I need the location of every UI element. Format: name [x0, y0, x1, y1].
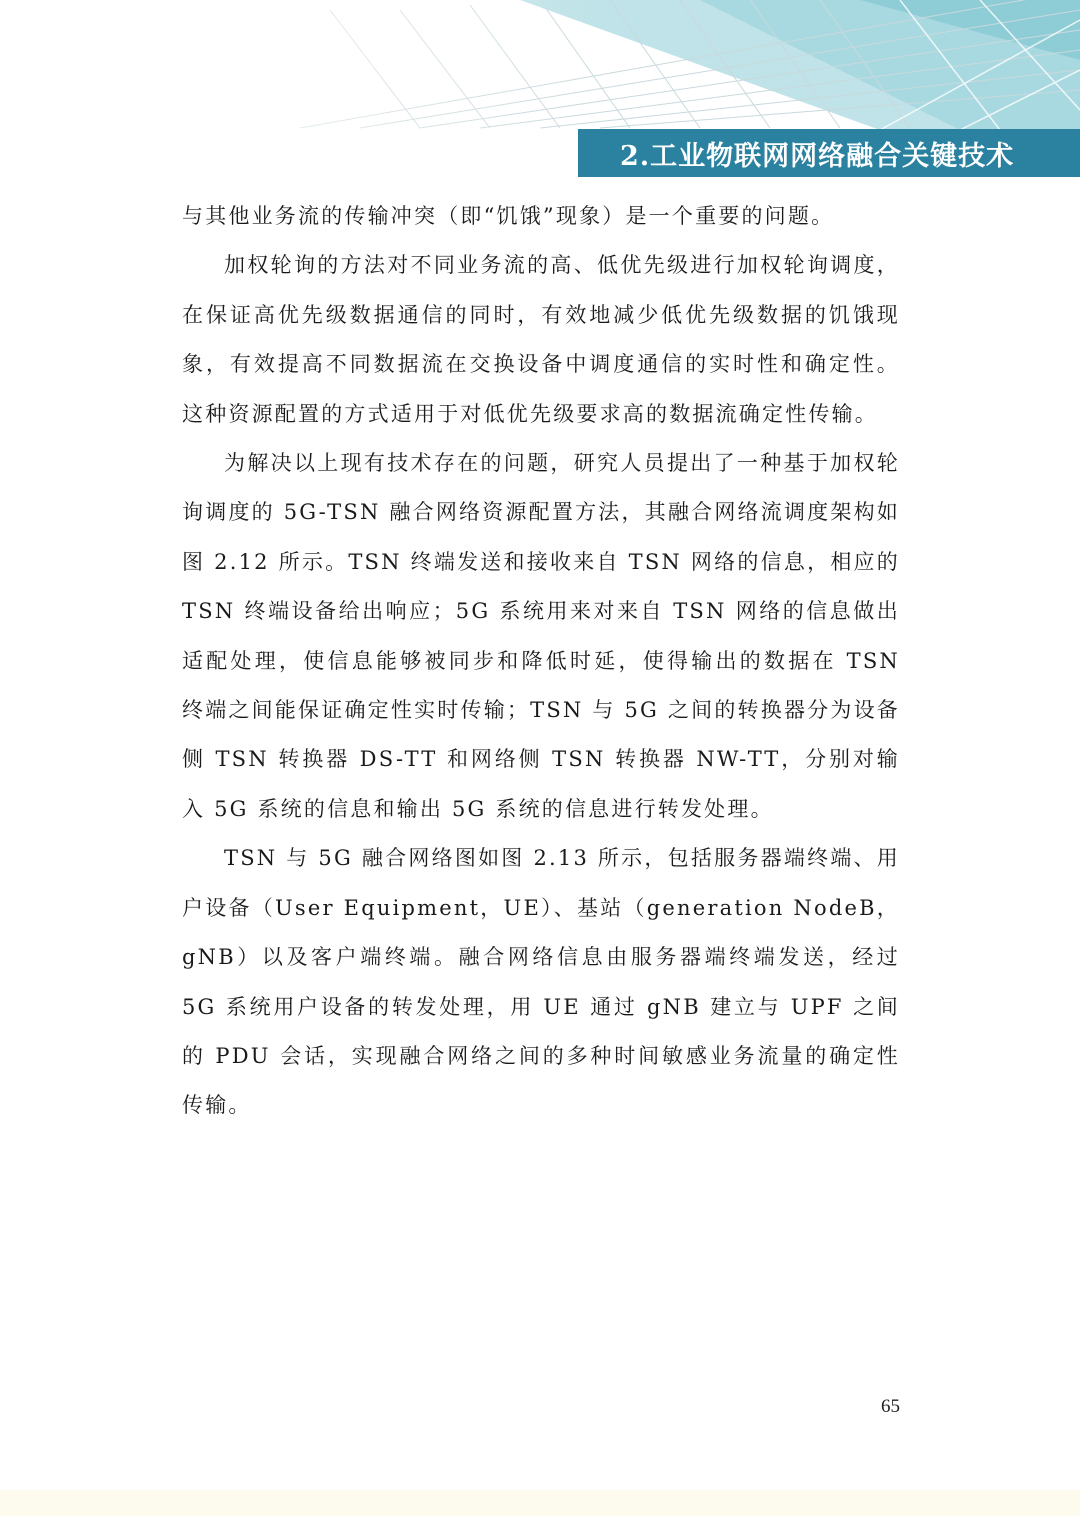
- chapter-title: 2.工业物联网网络融合关键技术: [620, 140, 1015, 172]
- paragraph: 与其他业务流的传输冲突（即“饥饿”现象）是一个重要的问题。: [182, 204, 835, 228]
- paragraph: 为解决以上现有技术存在的问题，研究人员提出了一种基于加权轮询调度的 5G-TSN 融合网络资源配置方法，其融合网络流调度架构如图 2.12 所示。TSN 终端发送和接收来自 TSN 网络的信息，相应的 TSN 终端设备给出响应；5G 系统用来对来自 TSN 网络的信息做出适配处理，使信息能够被同步和降低时延，使得输出的数据在 TSN 终端之间能保证确定性实时传输；TSN 与 5G 之间的转换器分为设备侧 TSN 转换器 DS-TT 和网络侧 TSN 转换器 NW-TT，分别对输入 5G 系统的信息和输出 5G 系统的信息进行转发处理。: [182, 451, 900, 821]
- bottom-band: [0, 1490, 1080, 1516]
- paragraph: 加权轮询的方法对不同业务流的高、低优先级进行加权轮询调度，在保证高优先级数据通信的同时，有效地减少低优先级数据的饥饿现象，有效提高不同数据流在交换设备中调度通信的实时性和确定性。这种资源配置的方式适用于对低优先级要求高的数据流确定性传输。: [182, 253, 900, 426]
- page-number: 65: [881, 1396, 900, 1417]
- body-text: [182, 192, 900, 1131]
- paragraph: TSN 与 5G 融合网络图如图 2.13 所示，包括服务器端终端、用户设备（User Equipment，UE）、基站（generation NodeB，gNB）以及客户端终端。融合网络信息由服务器端终端发送，经过 5G 系统用户设备的转发处理，用 UE 通过 gNB 建立与 UPF 之间的 PDU 会话，实现融合网络之间的多种时间敏感业务流量的确定性传输。: [182, 846, 900, 1118]
- chapter-header-bar: [578, 129, 1080, 177]
